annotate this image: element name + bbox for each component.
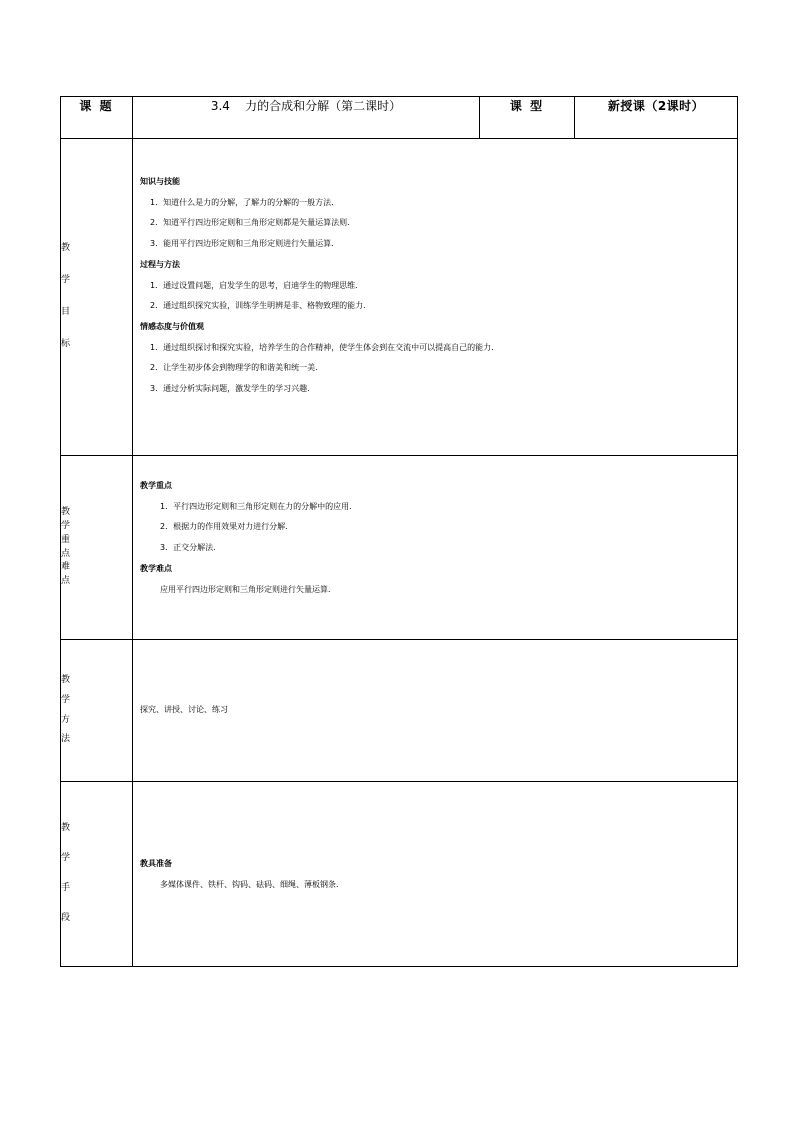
- side-char: 学: [61, 853, 71, 864]
- objectives-side-label: [61, 139, 133, 456]
- list-item: 2．知道平行四边形定则和三角形定则都是矢量运算法则．: [150, 218, 356, 228]
- list-item: 3．正交分解法．: [160, 543, 222, 553]
- side-char: 法: [61, 734, 71, 745]
- list-item: 1．平行四边形定则和三角形定则在力的分解中的应用．: [160, 501, 358, 511]
- side-char: 方: [61, 714, 71, 725]
- list-item: 2．让学生初步体会到物理学的和谐美和统一美．: [150, 363, 324, 373]
- topic-label: 课 题: [61, 97, 133, 139]
- side-char: 段: [61, 912, 71, 923]
- means-side-label: [61, 782, 133, 967]
- header-row: [61, 97, 738, 139]
- methods-side-label: [61, 640, 133, 782]
- key-points-side-label: [61, 456, 133, 640]
- list-item: 1．知道什么是力的分解，了解力的分解的一般方法．: [150, 197, 340, 207]
- side-char: 标: [61, 338, 71, 349]
- list-item: 3．能用平行四边形定则和三角形定则进行矢量运算．: [150, 239, 340, 249]
- list-item: 多媒体课件、铁杆、钩码、砝码、细绳、薄板钢条．: [160, 879, 344, 889]
- type-label: 课 型: [480, 97, 575, 139]
- section-heading: 教具准备: [140, 859, 172, 868]
- side-char: 难: [61, 562, 71, 573]
- side-char: 学: [61, 275, 71, 286]
- lesson-plan-table: [60, 96, 738, 967]
- list-item: 1．通过组织探讨和探究实验，培养学生的合作精神，使学生体会到在交流中可以提高自己的能力．: [150, 342, 500, 352]
- objectives-row: [61, 139, 738, 456]
- list-item: 1．通过设置问题，启发学生的思考，启迪学生的物理思维．: [150, 280, 364, 290]
- methods-text: 探究、讲授、讨论、练习: [140, 705, 228, 715]
- side-char: 手: [61, 883, 71, 893]
- side-char: 目: [61, 307, 71, 317]
- section-heading: 知识与技能: [140, 177, 180, 186]
- key-points-row: [61, 456, 738, 640]
- list-item: 应用平行四边形定则和三角形定则进行矢量运算．: [160, 584, 336, 594]
- key-points-content: [133, 456, 738, 640]
- list-item: 2．通过组织探究实验，训练学生明辨是非、格物致理的能力．: [150, 301, 372, 311]
- methods-row: [61, 640, 738, 782]
- methods-content: [133, 640, 738, 782]
- side-char: 教: [61, 674, 71, 685]
- means-content: [133, 782, 738, 967]
- topic-value: 3.4 力的合成和分解（第二课时）: [133, 97, 480, 139]
- side-char: 重: [61, 534, 71, 545]
- side-char: 点: [61, 548, 71, 559]
- side-char: 教: [61, 823, 71, 834]
- means-row: [61, 782, 738, 967]
- side-char: 点: [61, 576, 71, 587]
- list-item: 2．根据力的作用效果对力进行分解．: [160, 522, 294, 532]
- side-char: 学: [61, 520, 71, 531]
- type-value: 新授课（2课时）: [575, 97, 738, 139]
- list-item: 3．通过分析实际问题，激发学生的学习兴趣．: [150, 384, 316, 394]
- side-char: 教: [61, 506, 71, 517]
- section-heading: 教学难点: [140, 563, 172, 573]
- objectives-content: [133, 139, 738, 456]
- section-heading: 过程与方法: [140, 259, 180, 269]
- section-heading: 教学重点: [140, 481, 172, 490]
- side-char: 教: [61, 243, 71, 254]
- section-heading: 情感态度与价值观: [140, 321, 204, 331]
- lesson-plan-sheet: [60, 96, 737, 968]
- side-char: 学: [61, 694, 71, 705]
